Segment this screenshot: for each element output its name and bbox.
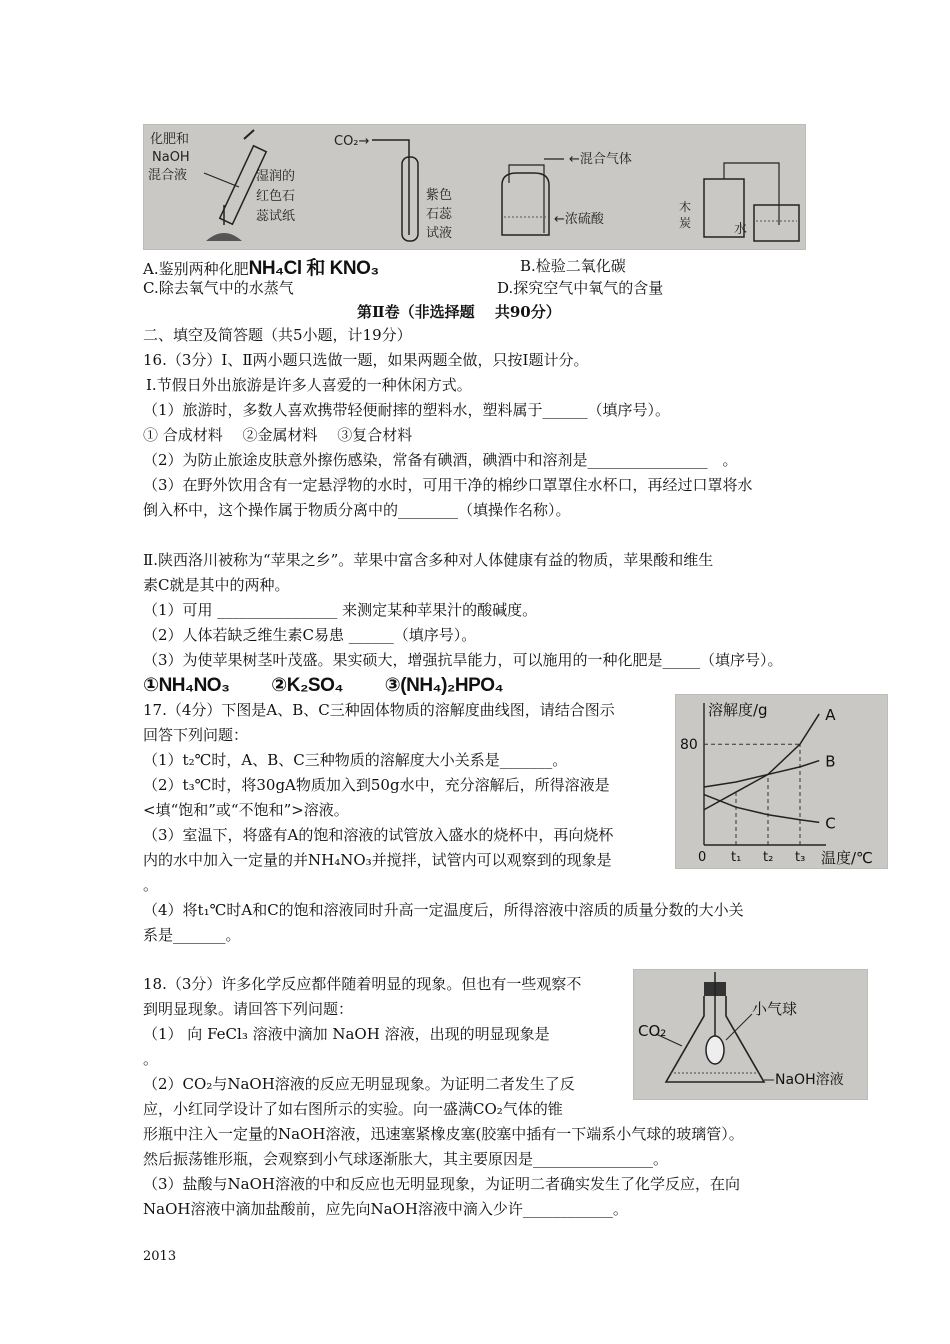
q18-line-5: （2）CO₂与NaOH溶液的反应无明显现象。为证明二者发生了反 (143, 1075, 575, 1093)
series-label-B: B (825, 752, 836, 771)
x-tick-label: t₁ (731, 850, 742, 865)
apparatus-a-label-2: NaOH (152, 150, 190, 165)
q17-line-9: （4）将t₁℃时A和C的饱和溶液同时升高一定温度后，所得溶液中溶质的质量分数的大小关 (143, 901, 744, 919)
q16-i-2: （2）为防止旅途皮肤意外擦伤感染，常备有碘酒，碘酒中和溶剂是________________ 。 (143, 451, 738, 469)
apparatus-drawing (144, 125, 805, 249)
apparatus-d-carbon: 木 (679, 200, 692, 214)
balloon-icon (706, 1036, 724, 1064)
solubility-chart-svg (676, 695, 887, 868)
footer-year: 2013 (143, 1249, 177, 1264)
series-label-A: A (825, 705, 836, 724)
apparatus-d-carbon-2: 炭 (679, 216, 692, 230)
apparatus-b-liquid: 紫色 (426, 188, 453, 203)
q17-line-1: 17.（4分）下图是A、B、C三种固体物质的溶解度曲线图，请结合图示 (143, 701, 615, 719)
apparatus-figure (143, 124, 806, 250)
q17-line-7: 内的水中加入一定量的并NH₄NO₃并搅拌，试管内可以观察到的现象是 (143, 851, 612, 869)
q16-intro: 16.（3分）Ⅰ、Ⅱ两小题只选做一题，如果两题全做，只按Ⅰ题计分。 (143, 351, 589, 369)
apparatus-a-label-3: 混合液 (148, 168, 188, 183)
series-label-C: C (825, 814, 836, 833)
series-line-B (704, 761, 819, 787)
q16-ii-1: （1）可用 ________________ 来测定某种苹果汁的酸碱度。 (143, 601, 538, 619)
series-line-C (704, 795, 819, 823)
flask-balloon-label: 小气球 (752, 1000, 798, 1018)
flask-naoh-label: NaOH溶液 (775, 1072, 844, 1088)
q18-line-10: NaOH溶液中滴加盐酸前，应先向NaOH溶液中滴入少许____________。 (143, 1200, 628, 1218)
q18-line-9: （3）盐酸与NaOH溶液的中和反应也无明显现象，为证明二者确实发生了化学反应，在向 (143, 1175, 740, 1193)
q16-ii-title-a: Ⅱ.陕西洛川被称为“苹果之乡”。苹果中富含多种对人体健康有益的物质，苹果酸和维生 (143, 551, 714, 569)
series-line-A (704, 714, 819, 810)
apparatus-a-paper-2: 红色石 (256, 189, 296, 204)
flask-figure (633, 969, 868, 1100)
flask-co2-label: CO₂ (638, 1022, 667, 1040)
option-a (143, 253, 379, 280)
apparatus-b-liquid-2: 石蕊 (426, 207, 453, 222)
y-axis-label: 溶解度/g (708, 701, 768, 719)
q18-line-1: 18.（3分）许多化学反应都伴随着明显的现象。但也有一些观察不 (143, 975, 582, 993)
option-a-text: A.鉴别两种化肥 (143, 260, 249, 278)
apparatus-b-gas: CO₂→ (334, 134, 370, 149)
section-title: 第Ⅱ卷（非选择题 共90分） (357, 303, 561, 321)
q17-line-2: 回答下列问题： (143, 726, 249, 744)
apparatus-a-paper: 湿润的 (256, 169, 296, 184)
q17-line-5: <填“饱和”或“不饱和”>溶液。 (143, 801, 349, 819)
q18-line-4: 。 (143, 1050, 159, 1068)
q16-i-3b: 倒入杯中，这个操作属于物质分离中的________（填操作名称）。 (143, 501, 571, 519)
q16-i-1-options: ① 合成材料 ②金属材料 ③复合材料 (143, 426, 413, 444)
q17-line-10: 系是_______。 (143, 926, 241, 944)
y-tick-label: 80 (680, 737, 698, 754)
q18-line-2: 到明显现象。请回答下列问题： (143, 1000, 354, 1018)
apparatus-c-gas: ←混合气体 (569, 152, 632, 167)
flask-drawing (634, 970, 867, 1099)
x-axis-label: 温度/℃ (821, 849, 873, 867)
q18-line-6: 应，小红同学设计了如右图所示的实验。向一盛满CO₂气体的锥 (143, 1100, 563, 1118)
option-d: D.探究空气中氧气的含量 (497, 279, 664, 297)
option-b: B.检验二氧化碳 (520, 257, 626, 275)
q16-i-title: Ⅰ.节假日外出旅游是许多人喜爱的一种休闲方式。 (146, 376, 472, 394)
option-c: C.除去氧气中的水蒸气 (143, 279, 294, 297)
q18-line-7: 形瓶中注入一定量的NaOH溶液，迅速塞紧橡皮塞(胶塞中插有一下端系小气球的玻璃管）。 (143, 1125, 744, 1143)
q17-line-6: （3）室温下，将盛有A的饱和溶液的试管放入盛水的烧杯中，再向烧杯 (143, 826, 614, 844)
apparatus-d-water: 水 (734, 222, 748, 237)
apparatus-c-liquid: ←浓硫酸 (554, 212, 604, 227)
x-tick-label: t₃ (795, 850, 806, 865)
q16-ii-3: （3）为使苹果树茎叶茂盛。果实硕大，增强抗旱能力，可以施用的一种化肥是_____（填序号）。 (143, 651, 783, 669)
q18-line-8: 然后振荡锥形瓶，会观察到小气球逐渐胀大，其主要原因是________________。 (143, 1150, 669, 1168)
apparatus-a-paper-3: 蕊试纸 (256, 209, 296, 224)
q17-line-8: 。 (143, 876, 159, 894)
q16-ii-title-b: 素C就是其中的两种。 (143, 576, 290, 594)
q16-ii-2: （2）人体若缺乏维生素C易患 ______（填序号）。 (143, 626, 477, 644)
x-tick-label: 0 (698, 850, 707, 865)
option-a-formula: NH₄Cl 和 KNO₃ (248, 258, 379, 279)
q16-i-3a: （3）在野外饮用含有一定悬浮物的水时，可用干净的棉纱口罩罩住水杯口，再经过口罩将水 (143, 476, 753, 494)
q17-line-4: （2）t₃℃时，将30gA物质加入到50g水中，充分溶解后，所得溶液是 (143, 776, 610, 794)
section-subtitle: 二、填空及简答题（共5小题，计19分） (143, 326, 412, 344)
apparatus-b-liquid-3: 试液 (426, 226, 453, 241)
solubility-chart (675, 694, 888, 869)
x-tick-label: t₂ (763, 850, 774, 865)
q16-i-1: （1）旅游时，多数人喜欢携带轻便耐摔的塑料水，塑料属于______（填序号）。 (143, 401, 671, 419)
q18-line-3: （1） 向 FeCl₃ 溶液中滴加 NaOH 溶液，出现的明显现象是 (143, 1025, 550, 1043)
apparatus-a-label: 化肥和 (150, 132, 190, 147)
q16-ii-3-options: ①NH₄NO₃ ②K₂SO₄ ③(NH₄)₂HPO₄ (143, 675, 504, 696)
q17-line-3: （1）t₂℃时，A、B、C三种物质的溶解度大小关系是_______。 (143, 751, 568, 769)
